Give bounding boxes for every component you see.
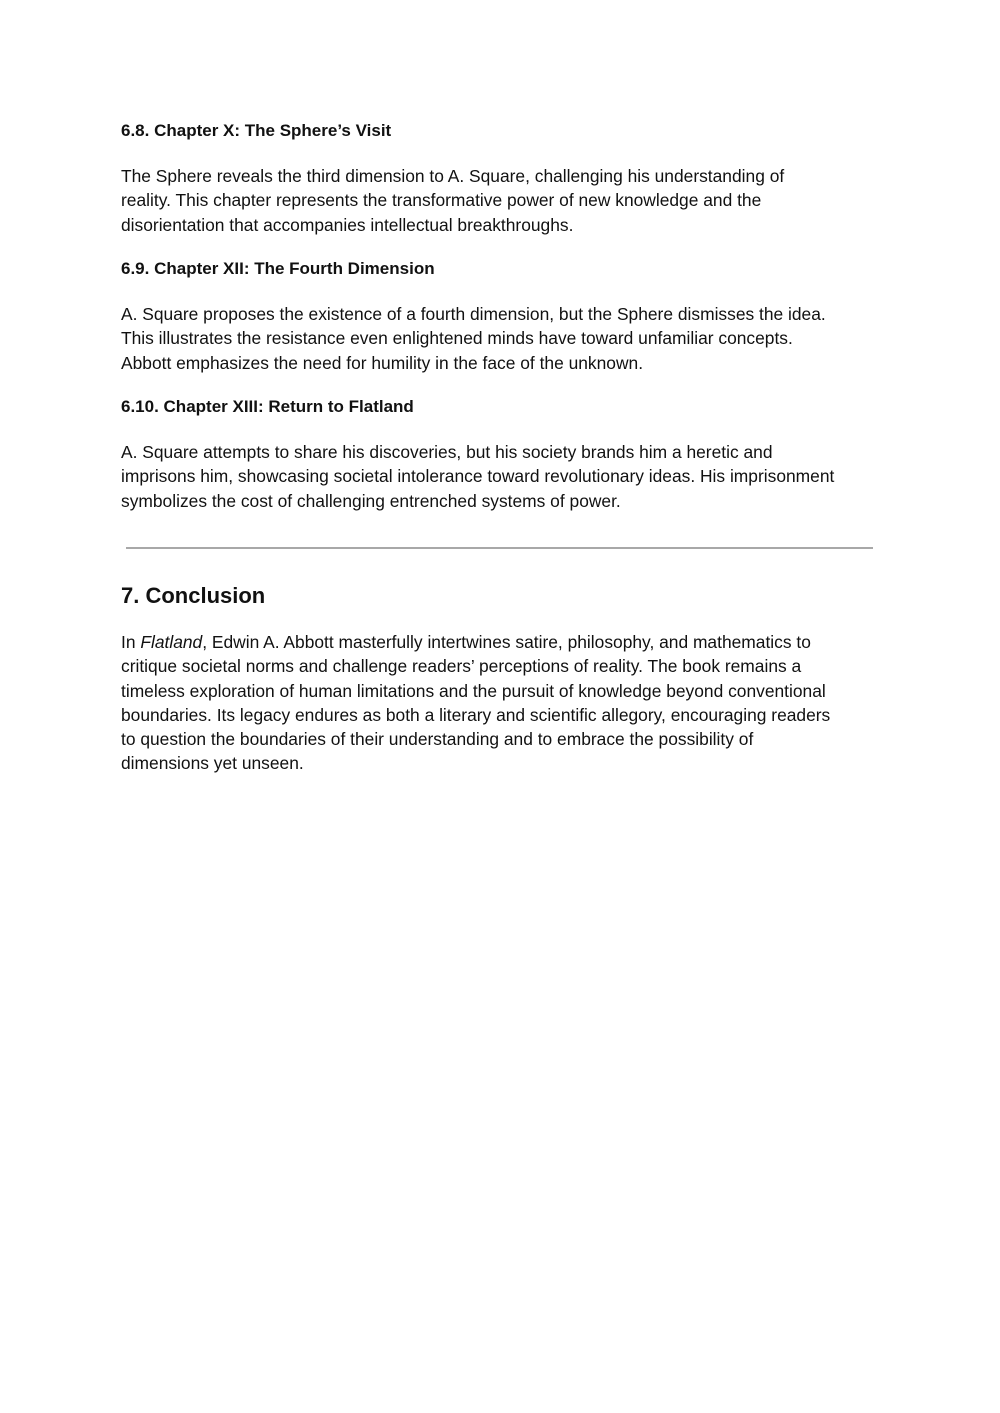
paragraph-line: critique societal norms and challenge readers’ perceptions of reality. The book remains a <box>121 656 802 677</box>
paragraph-line: boundaries. Its legacy endures as both a literary and scientific allegory, encouraging readers <box>121 704 831 725</box>
book-title: Flatland <box>140 632 203 652</box>
section-heading-6-10: 6.10. Chapter XIII: Return to Flatland <box>121 397 414 416</box>
section-heading-6-9: 6.9. Chapter XII: The Fourth Dimension <box>121 259 435 278</box>
section-heading-6-8: 6.8. Chapter X: The Sphere’s Visit <box>121 121 392 140</box>
section-paragraph-6-8 <box>121 164 881 237</box>
section-paragraph-6-9 <box>121 302 881 375</box>
paragraph-line: A. Square proposes the existence of a fourth dimension, but the Sphere dismisses the idea. <box>121 304 826 324</box>
paragraph-line: timeless exploration of human limitations and the pursuit of knowledge beyond conventional <box>121 680 826 701</box>
paragraph-line: disorientation that accompanies intellectual breakthroughs. <box>121 214 574 235</box>
section-paragraph-6-10 <box>121 440 881 513</box>
horizontal-divider <box>126 547 873 549</box>
paragraph-line: The Sphere reveals the third dimension to A. Square, challenging his understanding of <box>121 166 785 186</box>
paragraph-line: reality. This chapter represents the transformative power of new knowledge and the <box>121 190 762 211</box>
paragraph-line <box>121 630 881 654</box>
paragraph-line: A. Square attempts to share his discoveries, but his society brands him a heretic and <box>121 442 773 462</box>
paragraph-text: In <box>121 632 141 652</box>
paragraph-line: symbolizes the cost of challenging entrenched systems of power. <box>121 490 621 511</box>
paragraph-text: , Edwin A. Abbott masterfully intertwines satire, philosophy, and mathematics to <box>202 632 811 652</box>
paragraph-line: Abbott emphasizes the need for humility in the face of the unknown. <box>121 352 644 373</box>
conclusion-paragraph <box>121 630 881 776</box>
paragraph-line: imprisons him, showcasing societal intolerance toward revolutionary ideas. His imprisonment <box>121 466 835 487</box>
conclusion-heading: 7. Conclusion <box>121 583 266 608</box>
paragraph-line: dimensions yet unseen. <box>121 753 304 774</box>
paragraph-line: to question the boundaries of their understanding and to embrace the possibility of <box>121 729 754 750</box>
paragraph-line: This illustrates the resistance even enlightened minds have toward unfamiliar concepts. <box>121 328 793 349</box>
